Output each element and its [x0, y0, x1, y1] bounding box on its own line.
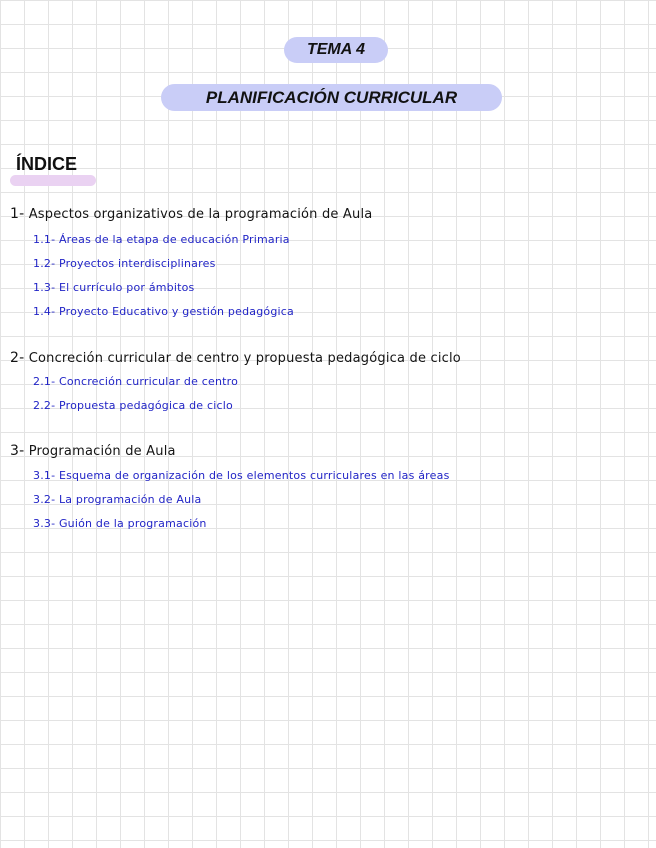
list-item: 3.2- La programación de Aula — [33, 493, 202, 506]
list-item: 3.1- Esquema de organización de los elementos curriculares en las áreas — [33, 469, 450, 482]
section-3-title — [10, 443, 176, 459]
section-2-number: 2- — [10, 350, 25, 366]
list-item: 3.3- Guión de la programación — [33, 517, 207, 530]
section-1-title — [10, 206, 372, 222]
list-item: 1.4- Proyecto Educativo y gestión pedagógica — [33, 305, 294, 318]
list-item: 1.1- Áreas de la etapa de educación Primaria — [33, 233, 290, 246]
list-item: 2.1- Concreción curricular de centro — [33, 375, 239, 388]
page-title: PLANIFICACIÓN CURRICULAR — [161, 84, 502, 111]
index-heading: ÍNDICE — [16, 154, 78, 174]
section-1-label: Aspectos organizativos de la programación de Aula — [28, 207, 373, 222]
list-item: 1.2- Proyectos interdisciplinares — [33, 257, 216, 270]
section-2-label: Concreción curricular de centro y propuesta pedagógica de ciclo — [28, 351, 461, 366]
list-item: 2.2- Propuesta pedagógica de ciclo — [33, 399, 233, 412]
heading-highlight — [10, 175, 96, 186]
topic-label: TEMA 4 — [284, 37, 388, 63]
section-1-number: 1- — [10, 206, 25, 222]
section-3-number: 3- — [10, 443, 25, 459]
section-3-label: Programación de Aula — [28, 444, 176, 459]
section-2-title — [10, 350, 461, 366]
list-item: 1.3- El currículo por ámbitos — [33, 281, 195, 294]
